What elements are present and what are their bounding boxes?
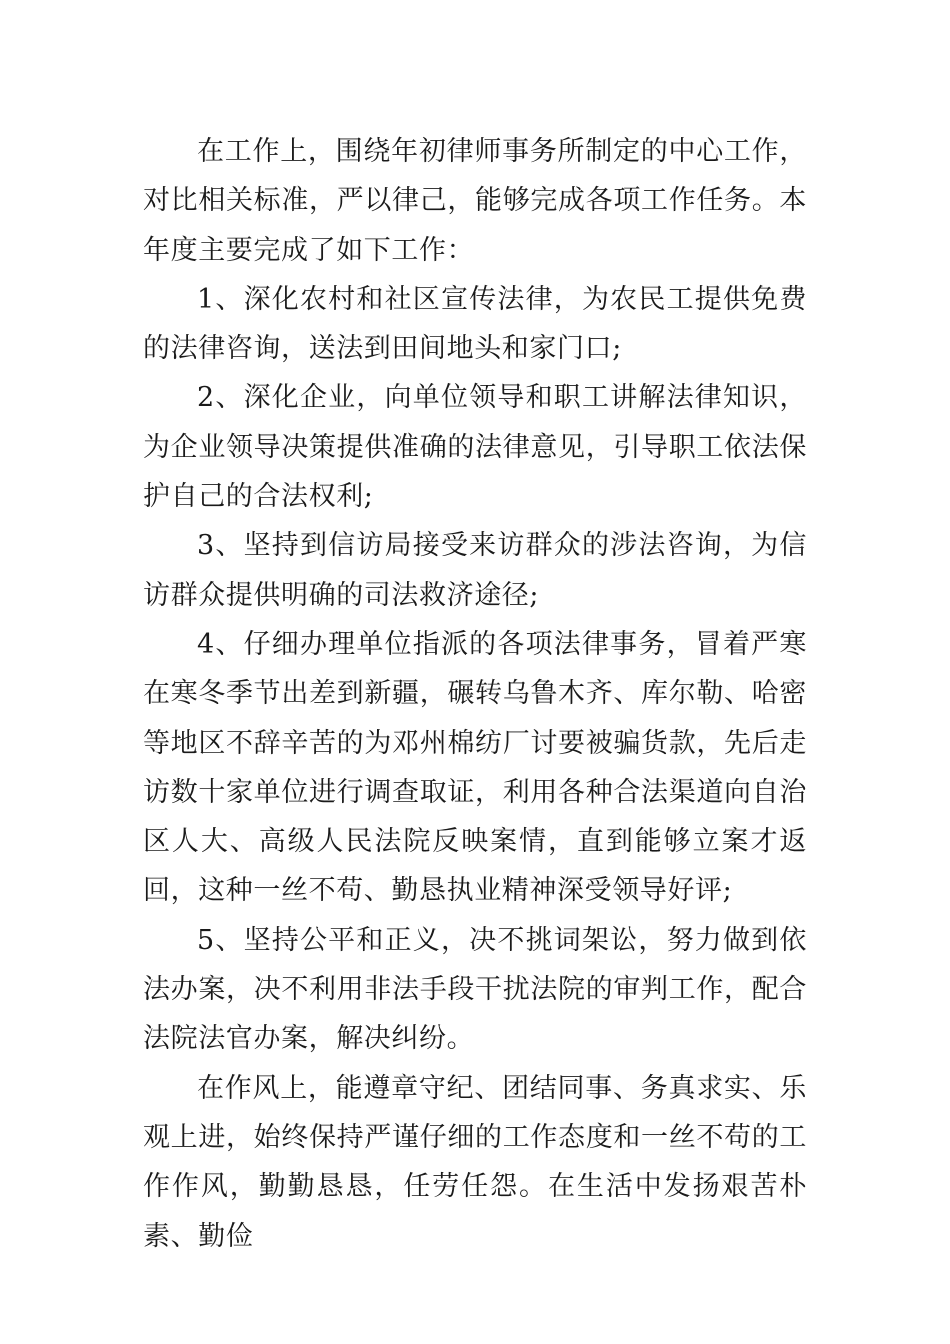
paragraph-item-3: 3、坚持到信访局接受来访群众的涉法咨询，为信访群众提供明确的司法救济途径; (143, 530, 807, 611)
paragraph-work-intro: 在工作上，围绕年初律师事务所制定的中心工作，对比相关标准，严以律己，能够完成各项工作任务。本年度主要完成了如下工作： (143, 136, 807, 266)
paragraph-item-2: 2、深化企业，向单位领导和职工讲解法律知识，为企业领导决策提供准确的法律意见，引导职工依法保护自己的合法权利; (143, 382, 807, 513)
paragraph-item-1: 1、深化农村和社区宣传法律，为农民工提供免费的法律咨询，送法到田间地头和家门口; (143, 283, 807, 365)
document-body (143, 127, 807, 1261)
paragraph-work-style: 在作风上，能遵章守纪、团结同事、务真求实、乐观上进，始终保持严谨仔细的工作态度和一丝不苟的工作作风，勤勤恳恳，任劳任怨。在生活中发扬艰苦朴素、勤俭 (143, 1072, 807, 1252)
paragraph-item-4: 4、仔细办理单位指派的各项法律事务，冒着严寒在寒冬季节出差到新疆，碾转乌鲁木齐、库尔勒、哈密等地区不辞辛苦的为邓州棉纺厂讨要被骗货款，先后走访数十家单位进行调查取证，利用各种合法渠道向自治区人大、高级人民法院反映案情，直到能够立案才返回，这种一丝不苟、勤恳执业精神深受领导好评; (143, 628, 807, 907)
paragraph-item-5: 5、坚持公平和正义，决不挑词架讼，努力做到依法办案，决不利用非法手段干扰法院的审判工作，配合法院法官办案，解决纠纷。 (143, 924, 807, 1055)
